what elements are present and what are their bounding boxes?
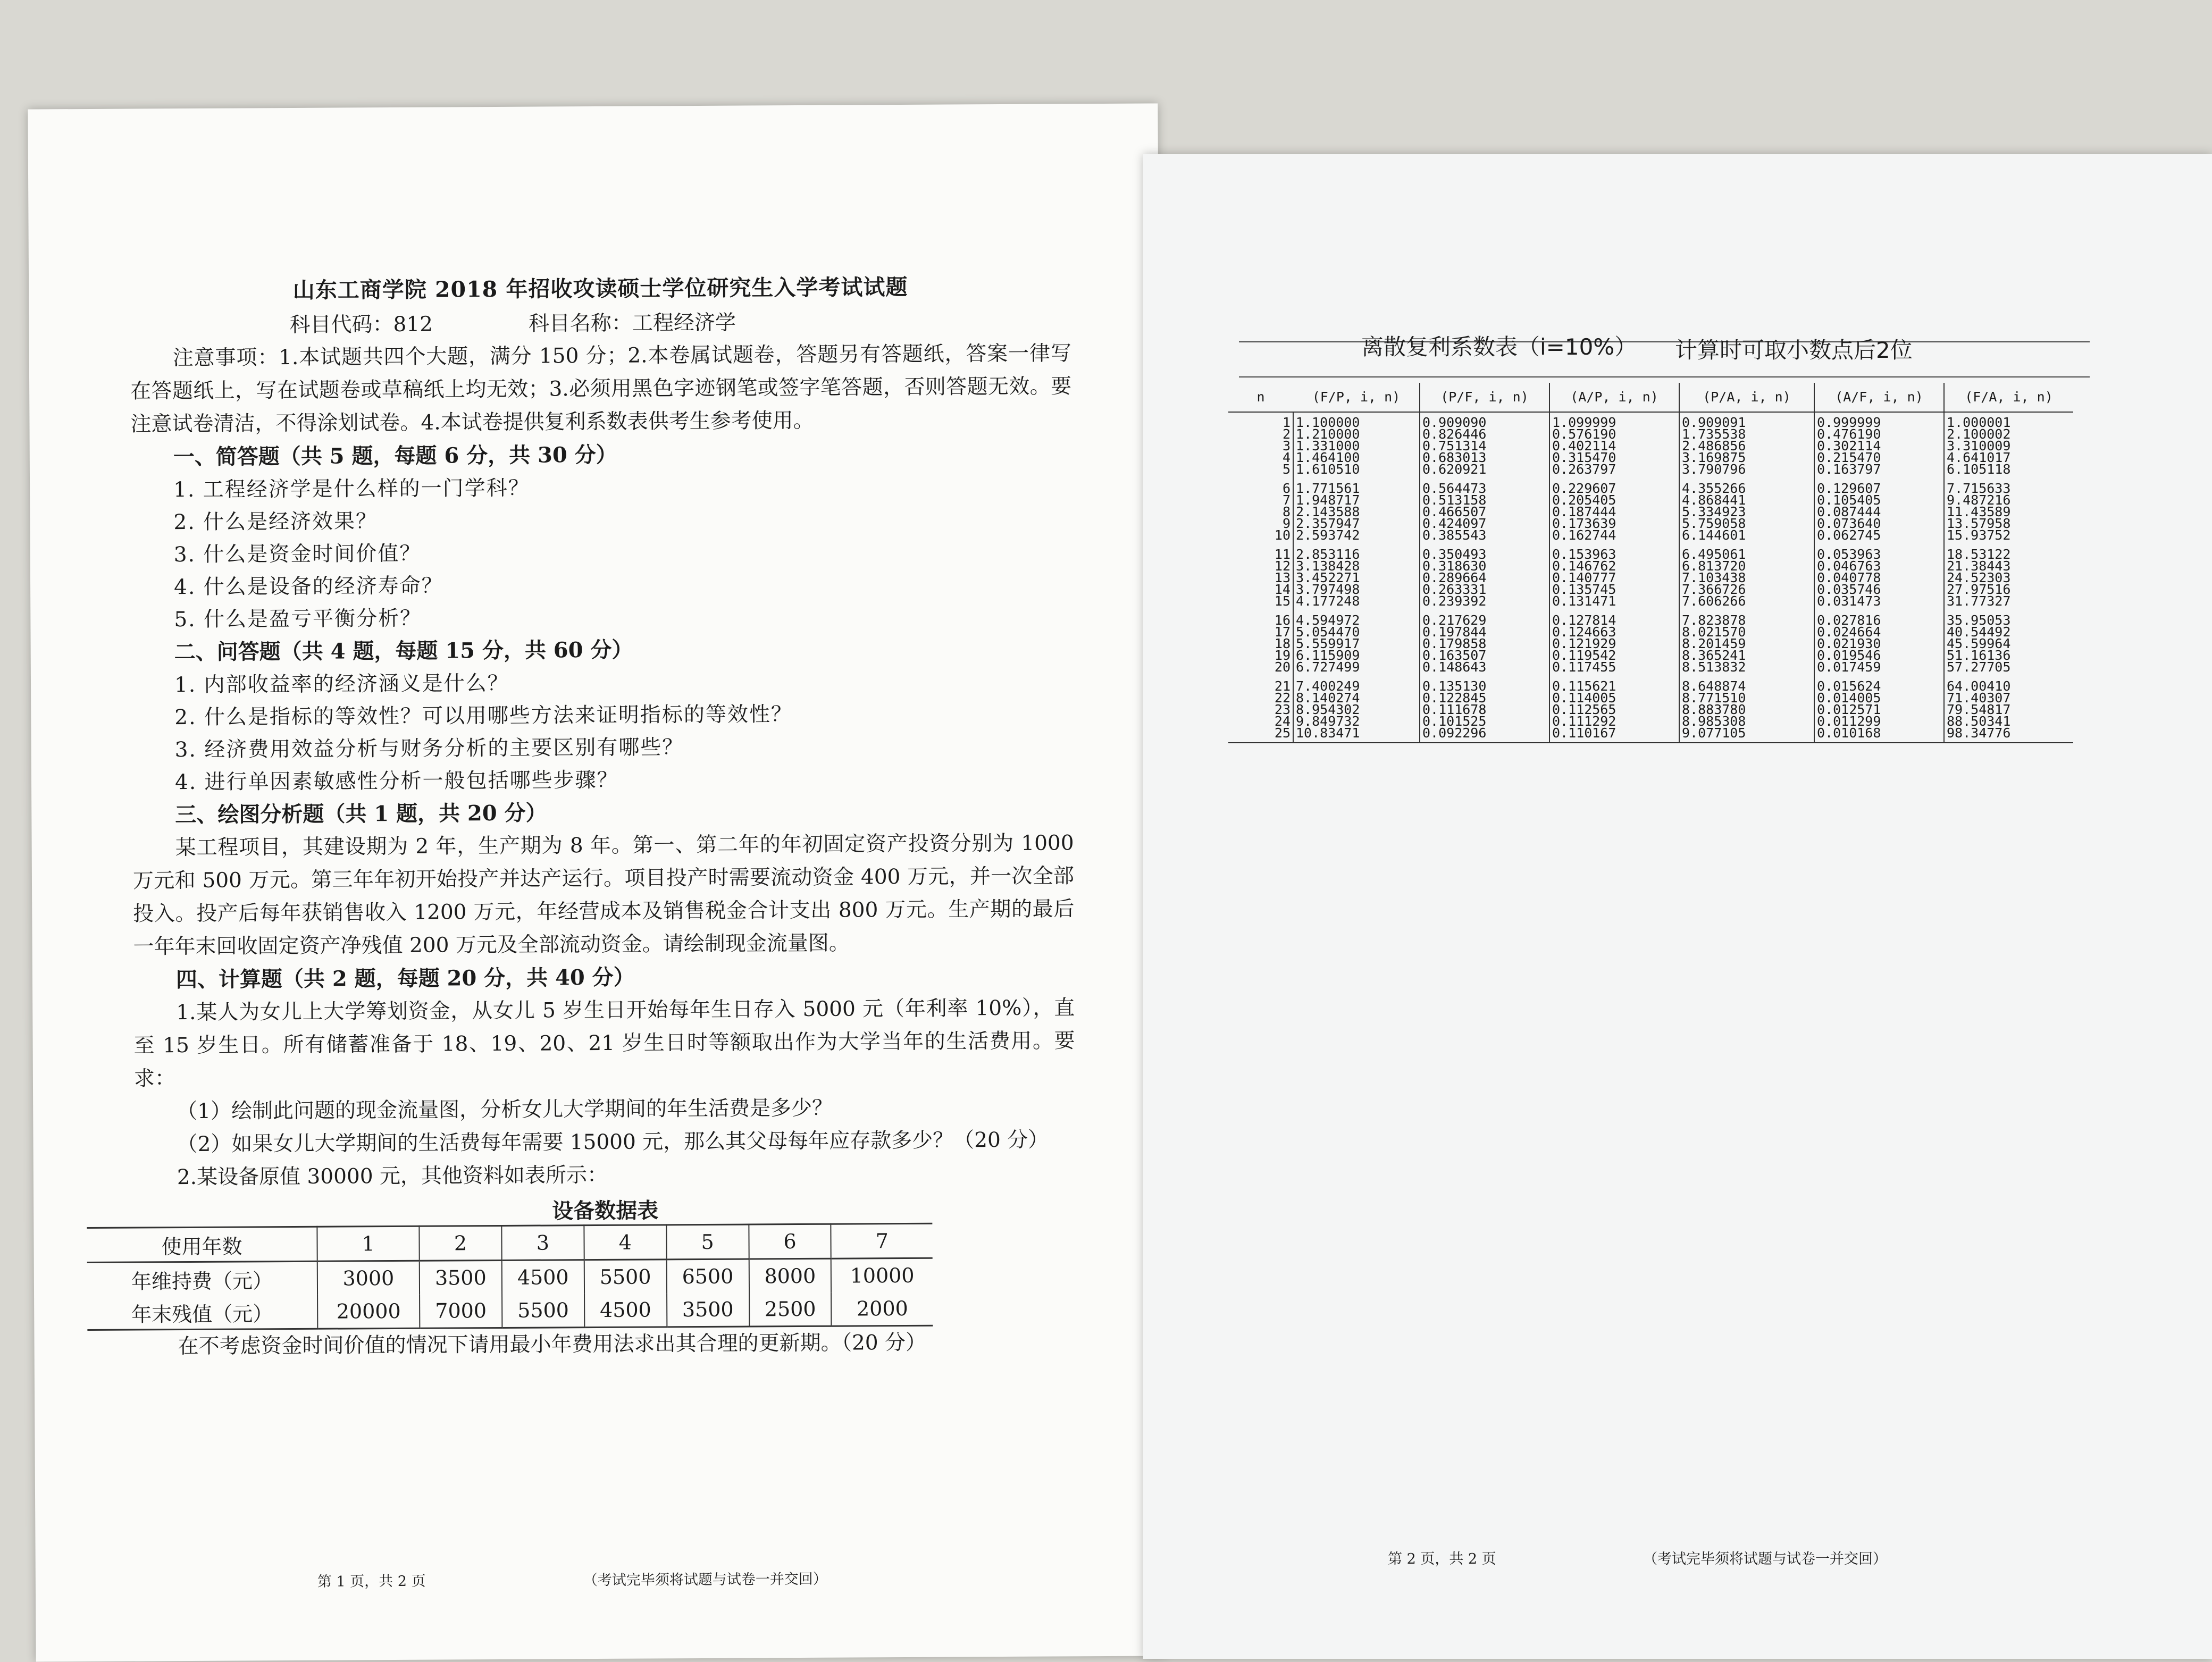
title-divider	[1239, 376, 2090, 377]
calc-question-2-text: 在不考虑资金时间价值的情况下请用最小年费用法求出其合理的更新期。（20 分）	[178, 1330, 927, 1359]
question-1-4: 4. 什么是设备的经济寿命？	[173, 574, 443, 600]
table-row	[1228, 544, 2073, 610]
coefficient-cell: 7.400249 8.140274 8.954302 9.849732 10.83471	[1293, 676, 1420, 743]
year-cell: 16 17 18 19 20	[1228, 610, 1293, 676]
calc-question-1: 1.某人为女儿上大学筹划资金，从女儿 5 岁生日开始每年生日存入 5000 元（年利率 10%），直至 15 岁生日。所有储蓄准备于 18、19、20、21 岁生日时等额取出作为大学当年的生活费用。要求：	[133, 996, 1075, 1091]
table-cell: 3500	[420, 1260, 502, 1294]
coefficient-cell: 4.594972 5.054470 5.559917 6.115909 6.727499	[1293, 610, 1420, 676]
coefficient-table-body	[1228, 412, 2073, 743]
coefficient-cell: 0.053963 0.046763 0.040778 0.035746 0.031473	[1814, 544, 1944, 610]
coefficient-cell: 0.229607 0.205405 0.187444 0.173639 0.162744	[1549, 479, 1679, 544]
year-cell: 11 12 13 14 15	[1228, 544, 1293, 610]
coefficient-table-note: 计算时可取小数点后2位	[1675, 337, 1913, 363]
calc-question-2: 2.某设备原值 30000 元，其他资料如表所示：	[177, 1163, 608, 1190]
question-1-2: 2. 什么是经济效果？	[173, 509, 378, 535]
coefficient-cell: 0.564473 0.513158 0.466507 0.424097 0.385543	[1420, 479, 1549, 544]
exam-page-2	[1143, 154, 2212, 1659]
coefficient-cell: 0.350493 0.318630 0.289664 0.263331 0.239392	[1420, 544, 1549, 610]
coefficient-cell: 0.909090 0.826446 0.751314 0.683013 0.620921	[1420, 412, 1549, 479]
coefficient-cell: 1.100000 1.210000 1.331000 1.464100 1.610510	[1293, 412, 1420, 479]
coefficient-cell: 0.129607 0.105405 0.087444 0.073640 0.062745	[1814, 479, 1944, 544]
column-header: (P/F, i, n)	[1420, 383, 1549, 412]
table-cell: 10000	[831, 1258, 933, 1292]
coefficient-cell: 4.355266 4.868441 5.334923 5.759058 6.144601	[1679, 479, 1814, 544]
coefficient-cell: 0.115621 0.114005 0.112565 0.111292 0.110167	[1549, 676, 1679, 743]
coefficient-cell: 0.135130 0.122845 0.111678 0.101525 0.092296	[1420, 676, 1549, 743]
section-3-text: 某工程项目，其建设期为 2 年，生产期为 8 年。第一、第二年的年初固定资产投资分别为 1000 万元和 500 万元。第三年年初开始投产并达产运行。项目投产时需要流动资金 400 万元，并一次全部投入。投产后每年获销售收入 1200 万元，年经营成本及销售税金合计支出 800 万元。生产期的最后一年年末回收固定资产净残值 200 万元及全部流动资金。请绘制现金流量图。	[132, 831, 1075, 959]
question-1-3: 3. 什么是资金时间价值？	[173, 541, 422, 567]
header-cell: 2	[419, 1225, 501, 1261]
coefficient-cell: 1.099999 0.576190 0.402114 0.315470 0.263797	[1549, 412, 1679, 479]
section-3-heading: 三、绘图分析题（共 1 题，共 20 分）	[175, 800, 547, 828]
coefficient-table-header	[1228, 383, 2073, 412]
calc-question-1-b: （2）如果女儿大学期间的生活费每年需要 15000 元，那么其父母每年应存款多少？（20 分）	[177, 1128, 1049, 1157]
section-2-heading: 二、问答题（共 4 题，每题 15 分，共 60 分）	[174, 637, 633, 665]
coefficient-table-title: 离散复利系数表（i=10%）	[1361, 334, 1637, 360]
header-cell: 6	[749, 1224, 831, 1259]
table-cell: 2000	[831, 1292, 933, 1326]
header-cell: 7	[831, 1223, 933, 1258]
page1-content	[130, 268, 1077, 1363]
table-cell: 5500	[584, 1260, 667, 1294]
equipment-data-table	[87, 1223, 933, 1331]
table-cell: 4500	[502, 1260, 584, 1294]
coefficient-cell: 8.648874 8.771510 8.883780 8.985308 9.077105	[1679, 676, 1814, 743]
section-4-heading: 四、计算题（共 2 题，每题 20 分，共 40 分）	[175, 964, 635, 993]
column-header: n	[1228, 383, 1293, 412]
table-cell: 4500	[584, 1293, 667, 1327]
year-cell: 1 2 3 4 5	[1228, 412, 1293, 479]
exam-title: 山东工商学院 2018 年招收攻读硕士学位研究生入学考试试题	[292, 274, 908, 303]
question-2-1: 1. 内部收益率的经济涵义是什么？	[174, 671, 509, 698]
table-cell: 年末残值（元）	[87, 1295, 317, 1330]
page-2-number: 第 2 页，共 2 页	[1388, 1551, 1496, 1567]
table-cell: 5500	[502, 1294, 584, 1328]
coefficient-cell: 0.027816 0.024664 0.021930 0.019546 0.017459	[1814, 610, 1944, 676]
table-row	[1228, 676, 2073, 743]
coefficient-cell: 0.127814 0.124663 0.121929 0.119542 0.117455	[1549, 610, 1679, 676]
coefficient-cell: 18.53122 21.38443 24.52303 27.97516 31.77327	[1947, 547, 2011, 609]
coefficient-cell: 1.000001 2.100002 3.310009 4.641017 6.105118	[1947, 415, 2011, 477]
year-cell: 21 22 23 24 25	[1228, 676, 1293, 743]
table-row	[87, 1292, 933, 1330]
table-cell: 3000	[317, 1261, 420, 1295]
subject-name: 科目名称：工程经济学	[528, 310, 736, 336]
table-row	[1228, 479, 2073, 544]
compound-interest-table	[1228, 383, 2073, 743]
page-2-footer-note: （考试完毕须将试题与试卷一并交回）	[1643, 1551, 1887, 1567]
table-cell: 年维持费（元）	[131, 1269, 273, 1294]
coefficient-cell: 0.909091 1.735538 2.486856 3.169875 3.790796	[1679, 412, 1814, 479]
header-cell: 5	[666, 1224, 749, 1260]
table-row	[1228, 412, 2073, 479]
coefficient-cell: 0.015624 0.014005 0.012571 0.011299 0.010168	[1814, 676, 1944, 743]
coefficient-cell: 7.823878 8.021570 8.201459 8.365241 8.513832	[1679, 610, 1814, 676]
column-header: (A/P, i, n)	[1549, 383, 1679, 412]
page-1-number: 第 1 页，共 2 页	[317, 1573, 426, 1590]
coefficient-cell: 0.153963 0.146762 0.140777 0.135745 0.131471	[1549, 544, 1679, 610]
year-cell: 6 7 8 9 10	[1228, 479, 1293, 544]
table-row	[87, 1258, 933, 1296]
table-row	[1228, 610, 2073, 676]
table-cell: 2500	[749, 1292, 832, 1327]
page-1-footer-note: （考试完毕须将试题与试卷一并交回）	[583, 1571, 827, 1589]
exam-notes: 注意事项：1.本试题共四个大题，满分 150 分；2.本卷属试题卷，答题另有答题纸，答案一律写在答题纸上，写在试题卷或草稿纸上均无效；3.必须用黑色字迹钢笔或签字笔答题，否则答题无效。要注意试卷清洁，不得涂划试卷。4.本试卷提供复利系数表供考生参考使用。	[130, 341, 1072, 437]
coefficient-cell: 64.00410 71.40307 79.54817 88.50341 98.34776	[1944, 676, 2073, 743]
coefficient-cell: 6.495061 6.813720 7.103438 7.366726 7.606266	[1679, 544, 1814, 610]
section-1-heading: 一、简答题（共 5 题，每题 6 分，共 30 分）	[173, 442, 617, 470]
table-cell: 8000	[749, 1258, 831, 1292]
subject-line	[130, 304, 1071, 339]
table-cell: 20000	[317, 1295, 420, 1329]
question-2-2: 2. 什么是指标的等效性？可以用哪些方法来证明指标的等效性？	[174, 702, 793, 730]
column-header: (F/P, i, n)	[1293, 383, 1420, 412]
column-header: (P/A, i, n)	[1679, 383, 1814, 412]
table-cell: 6500	[666, 1259, 749, 1293]
coefficient-cell: 2.853116 3.138428 3.452271 3.797498 4.177248	[1293, 544, 1420, 610]
column-header: (F/A, i, n)	[1944, 383, 2073, 412]
equipment-table-caption: 设备数据表	[552, 1198, 659, 1224]
header-cell: 3	[501, 1225, 584, 1261]
coefficient-cell: 35.95053 40.54492 45.59964 51.16136 57.27705	[1947, 612, 2011, 675]
subject-code: 科目代码：812	[289, 312, 433, 338]
column-header: (A/F, i, n)	[1814, 383, 1944, 412]
question-1-5: 5. 什么是盈亏平衡分析？	[174, 606, 422, 632]
table-cell: 3500	[667, 1293, 749, 1327]
coefficient-cell: 7.715633 9.487216 11.43589 13.57958 15.93752	[1947, 481, 2011, 543]
header-cell: 4	[584, 1225, 666, 1260]
question-2-3: 3. 经济费用效益分析与财务分析的主要区别有哪些？	[174, 735, 684, 762]
table-cell: 7000	[420, 1294, 502, 1328]
calc-question-1-a: （1）绘制此问题的现金流量图，分析女儿大学期间的年生活费是多少？	[177, 1096, 833, 1124]
question-1-1: 1. 工程经济学是什么样的一门学科？	[173, 476, 530, 502]
coefficient-cell: 0.999999 0.476190 0.302114 0.215470 0.163797	[1814, 412, 1944, 479]
equipment-table-header	[87, 1223, 932, 1262]
coefficient-cell: 0.217629 0.197844 0.179858 0.163507 0.148643	[1420, 610, 1549, 676]
header-cell: 使用年数	[87, 1227, 317, 1262]
coefficient-cell: 1.771561 1.948717 2.143588 2.357947 2.593742	[1293, 479, 1420, 544]
exam-page-1	[28, 103, 1166, 1661]
header-cell: 1	[317, 1226, 419, 1261]
question-2-4: 4. 进行单因素敏感性分析一般包括哪些步骤？	[174, 768, 619, 795]
